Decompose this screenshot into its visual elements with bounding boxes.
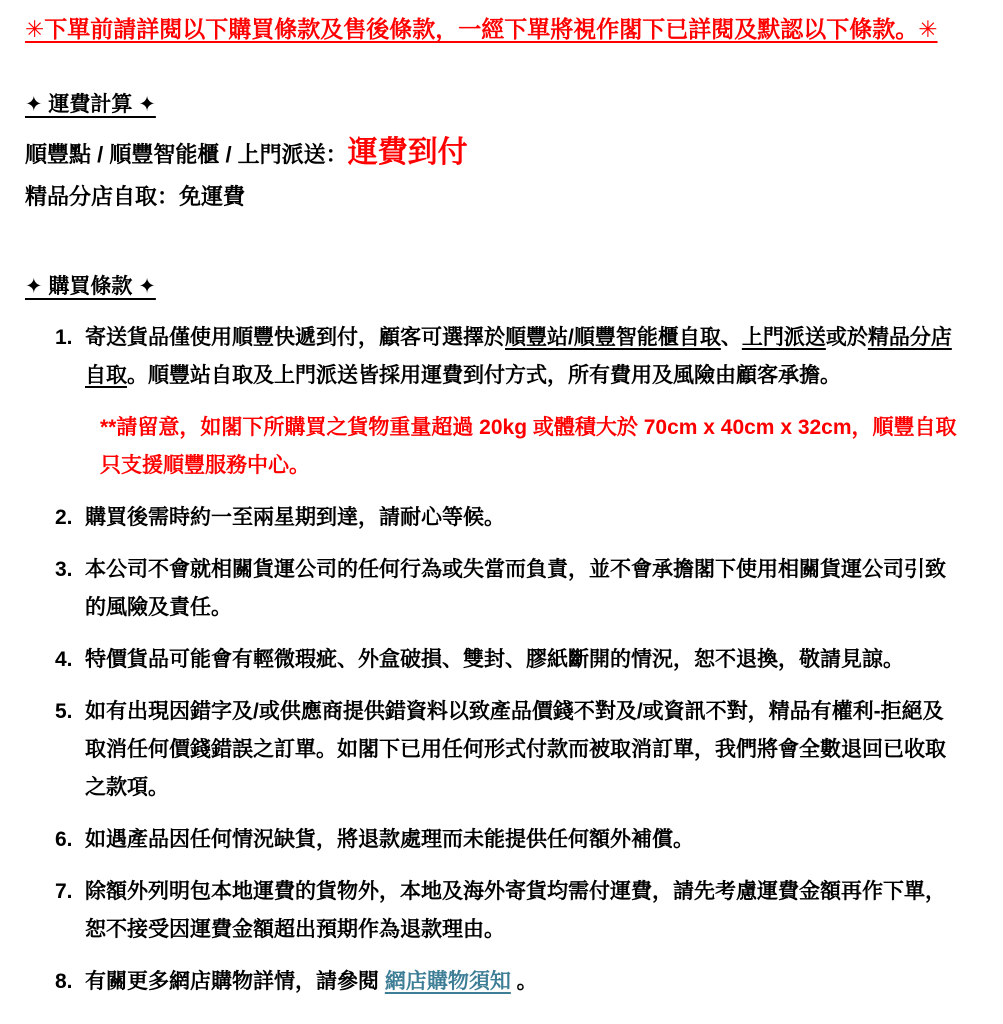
text-segment: 除額外列明包本地運費的貨物外，本地及海外寄貨均需付運費，請先考慮運費金額再作下單，恕不接受因運費金額超出預期作為退款理由。: [85, 880, 946, 941]
underlined-text: 順豐站/順豐智能櫃自取: [505, 326, 721, 349]
term-item-3: [25, 551, 963, 627]
text-segment: 寄送貨品僅使用順豐快遞到付，顧客可選擇於: [85, 326, 505, 349]
terms-heading-text: ✦ 購買條款 ✦: [25, 274, 156, 298]
terms-list: [25, 319, 963, 1001]
text-segment: 如遇產品因任何情況缺貨，將退款處理而未能提供任何額外補償。: [85, 828, 694, 851]
freight-collect-value: 運費到付: [347, 135, 468, 169]
term-paragraph: [85, 499, 963, 537]
term-paragraph: [85, 319, 963, 395]
term-number: 8.: [55, 970, 73, 993]
text-segment: 如有出現因錯字及/或供應商提供錯資料以致產品價錢不對及/或資訊不對，精品有權利-拒絕及取消任何價錢錯誤之訂單。如閣下已用任何形式付款而被取消訂單，我們將會全數退回已收取之款項。: [85, 700, 946, 799]
term-item-5: [25, 693, 963, 807]
term-body: [85, 499, 963, 537]
term-item-2: [25, 499, 963, 537]
text-segment: 。: [510, 970, 538, 993]
text-segment: 或於: [825, 326, 868, 349]
term-paragraph: [85, 693, 963, 807]
term-number: 7.: [55, 880, 73, 903]
term-body: [85, 821, 963, 859]
term-item-6: [25, 821, 963, 859]
shipping-heading-text: ✦ 運費計算 ✦: [25, 93, 156, 117]
term-item-4: [25, 641, 963, 679]
text-segment: 本公司不會就相關貨運公司的任何行為或失當而負責，並不會承擔閣下使用相關貨運公司引致的風險及責任。: [85, 558, 946, 619]
shipping-line-store-pickup: 精品分店自取：免運費: [25, 184, 246, 210]
underlined-text: 精品分店自取: [85, 326, 952, 387]
term-body: [85, 693, 963, 807]
term-paragraph: [85, 821, 963, 859]
term-warning-note: [100, 409, 963, 485]
term-number: 5.: [55, 700, 73, 723]
term-body: [85, 319, 963, 485]
term-item-8: [25, 963, 963, 1001]
notice-banner: ✳下單前請詳閱以下購買條款及售後條款，一經下單將視作閣下已詳閱及默認以下條款。✳: [25, 16, 938, 42]
term-paragraph: [85, 641, 963, 679]
term-number: 1.: [55, 326, 73, 349]
terms-section-heading: [25, 274, 963, 299]
text-segment: 。順豐站自取及上門派送皆採用運費到付方式，所有費用及風險由顧客承擔。: [127, 364, 841, 387]
shipping-section-heading: [25, 92, 963, 117]
term-item-7: [25, 873, 963, 949]
term-number: 2.: [55, 506, 73, 529]
term-paragraph: [85, 551, 963, 627]
term-paragraph: [85, 873, 963, 949]
text-segment: 、: [720, 326, 742, 349]
term-body: [85, 873, 963, 949]
text-segment: 特價貨品可能會有輕微瑕疵、外盒破損、雙封、膠紙斷開的情況，恕不退換，敬請見諒。: [85, 648, 904, 671]
term-body: [85, 551, 963, 627]
term-paragraph: [85, 963, 963, 1001]
term-number: 4.: [55, 648, 73, 671]
term-number: 3.: [55, 558, 73, 581]
term-number: 6.: [55, 828, 73, 851]
shipping-line-courier: [25, 135, 963, 170]
term-item-1: [25, 319, 963, 485]
text-segment: 購買後需時約一至兩星期到達，請耐心等候。: [85, 506, 505, 529]
underlined-text: 上門派送: [741, 326, 826, 349]
text-segment: **請留意，如閣下所購買之貨物重量超過 20kg 或體積大於 70cm x 40cm x 32cm，順豐自取只支援順豐服務中心。: [100, 416, 957, 477]
term-body: [85, 641, 963, 679]
text-segment: 有關更多網店購物詳情，請參閱: [85, 970, 385, 993]
term-body: [85, 963, 963, 1001]
shipping-methods-label: 順豐點 / 順豐智能櫃 / 上門派送：: [25, 141, 348, 167]
shop-notice-link[interactable]: 網店購物須知: [384, 970, 511, 993]
